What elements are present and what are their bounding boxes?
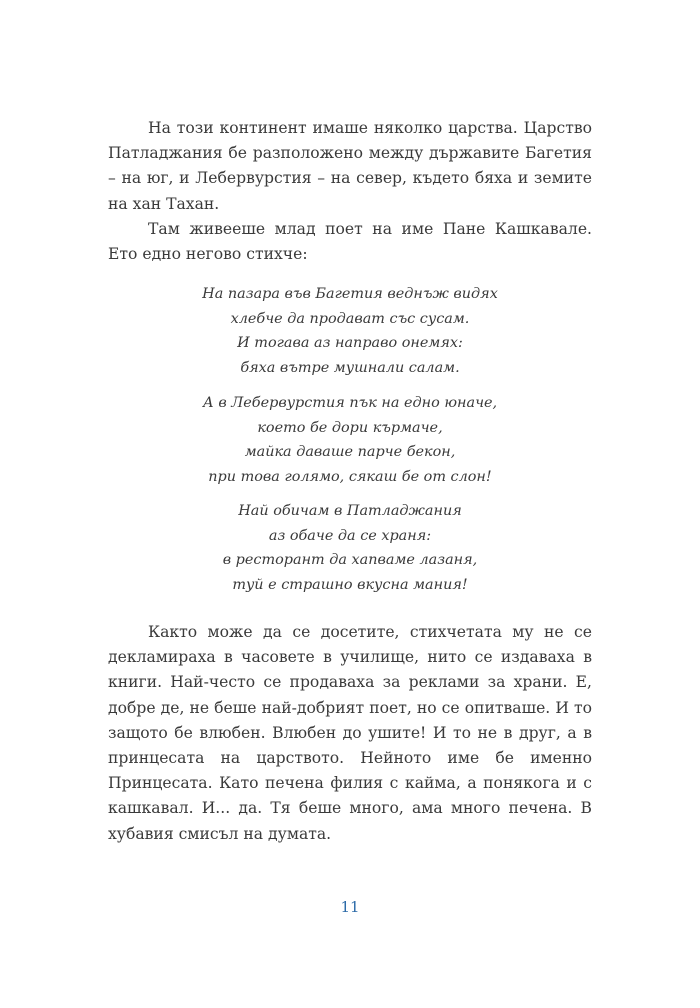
poem-stanza-1 (108, 282, 592, 380)
story-text (108, 620, 592, 847)
poem-line: аз обаче да се храня: (268, 527, 432, 544)
poem-line: бяха вътре мушнали салам. (240, 359, 460, 376)
poem-line: И тогава аз направо онемях: (237, 335, 463, 352)
intro-text (108, 116, 592, 267)
poem-line: А в Лебервурстия пък на едно юначе, (202, 395, 498, 411)
story-paragraph-1: Както може да се досетите, стихчетата му не се декламираха в часовете в училище, нито се издаваха в книги. Най-често се продаваха за реклами за храни. Е, добре де, не беше най-добрият поет, но се опитваше. И то защото бе влюбен. Влюбен до ушите! И то не в друг, а в принцесата на царството. Нейното име бе именно Принцесата. Като печена филия с кайма, а понякога и с кашкавал. И... да. Тя беше много, ама много печена. В хубавия смисъл на думата. (108, 623, 592, 843)
poem-line: което бе дори кърмаче, (257, 419, 443, 436)
page-number: 11 (340, 898, 360, 916)
intro-paragraph-2: Там живееше млад поет на име Пане Кашкавале. Ето едно негово стихче: (108, 219, 592, 264)
poem-line: в ресторант да хапваме лазаня, (222, 552, 478, 569)
intro-paragraph-1: На този континент имаше няколко царства. Царство Патладжания бе разположено между държавите Багетия – на юг, и Лебервурстия – на север, където бяха и земите на хан Тахан. (108, 119, 592, 213)
poem-stanza-3 (108, 499, 592, 597)
poem-line: майка даваше парче бекон, (244, 444, 456, 461)
poem-line: На пазара във Багетия веднъж видях (202, 286, 498, 302)
poem-line: при това голямо, сякаш бе от слон! (208, 468, 492, 485)
poem-line: Най обичам в Патладжания (238, 503, 462, 519)
poem-stanza-2 (108, 391, 592, 489)
poem-line: хлебче да продават със сусам. (230, 310, 470, 327)
poem-line: туй е страшно вкусна мания! (232, 576, 468, 593)
